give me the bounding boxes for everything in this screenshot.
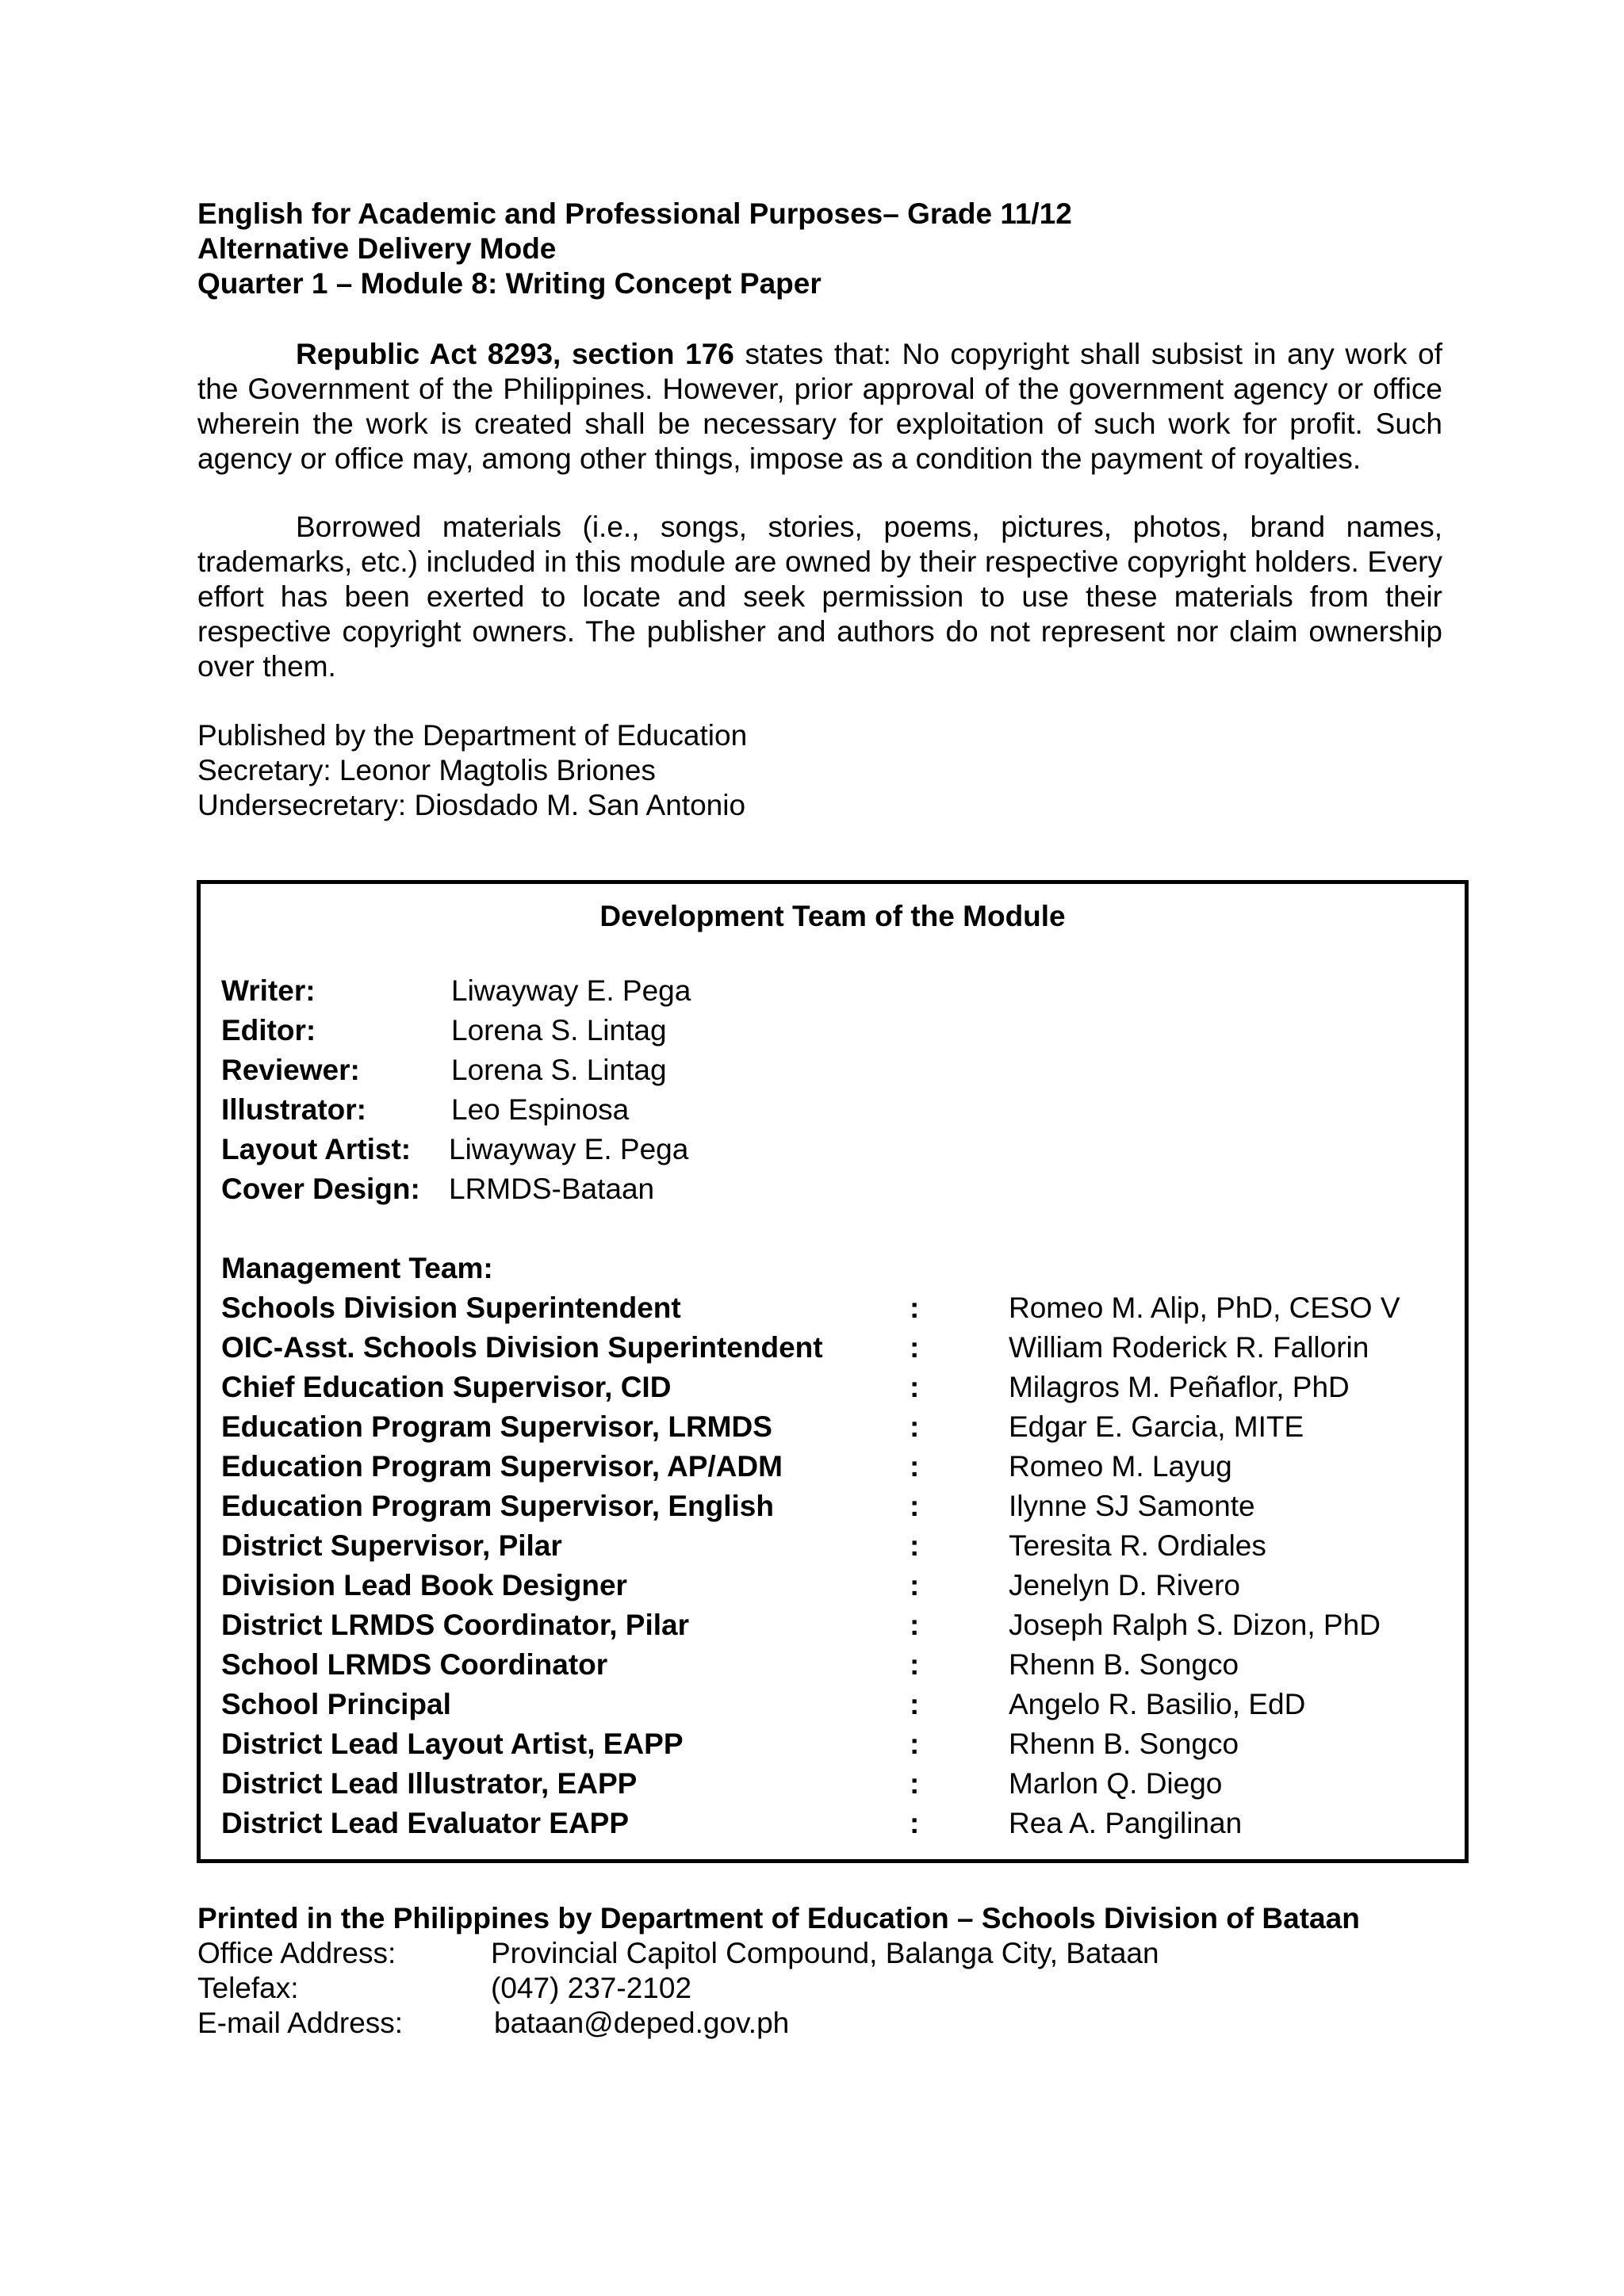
colon-separator: :	[910, 1450, 920, 1483]
colon-separator: :	[910, 1807, 920, 1839]
management-role: District Lead Layout Artist, EAPP	[221, 1728, 684, 1760]
colon-separator: :	[910, 1609, 920, 1641]
undersecretary-line: Undersecretary: Diosdado M. San Antonio	[197, 789, 746, 821]
management-role: District Lead Illustrator, EAPP	[221, 1767, 638, 1800]
delivery-mode: Alternative Delivery Mode	[197, 232, 557, 265]
dev-name: LRMDS-Bataan	[449, 1173, 655, 1205]
colon-separator: :	[910, 1410, 920, 1443]
telefax-label: Telefax:	[197, 1972, 299, 2004]
management-name: William Roderick R. Fallorin	[1009, 1331, 1369, 1364]
colon-separator: :	[910, 1331, 920, 1364]
dev-role: Cover Design:	[221, 1173, 420, 1205]
printed-by-line: Printed in the Philippines by Department of Education – Schools Division of Bataan	[197, 1902, 1360, 1934]
email-label: E-mail Address:	[197, 2007, 404, 2039]
management-name: Joseph Ralph S. Dizon, PhD	[1009, 1609, 1381, 1641]
management-role: District Supervisor, Pilar	[221, 1529, 562, 1562]
management-name: Angelo R. Basilio, EdD	[1009, 1688, 1306, 1720]
management-team-title: Management Team:	[221, 1252, 493, 1284]
management-name: Romeo M. Layug	[1009, 1450, 1232, 1483]
management-role: Education Program Supervisor, LRMDS	[221, 1410, 772, 1443]
telefax-value: (047) 237-2102	[491, 1972, 692, 2004]
management-role: Chief Education Supervisor, CID	[221, 1371, 672, 1403]
dev-role: Illustrator:	[221, 1093, 366, 1126]
colon-separator: :	[910, 1648, 920, 1681]
copyright-text: states that: No copyright shall subsist in any work of the Government of the Philippines. However, prior approval of the government agency or office wherein the work is created shall be necessary for exploitation of such work for profit. Such agency or office may, among other things, impose as a condition the payment of royalties.	[197, 338, 1442, 475]
management-name: Rhenn B. Songco	[1009, 1728, 1239, 1760]
dev-name: Liwayway E. Pega	[449, 1133, 689, 1165]
management-name: Rhenn B. Songco	[1009, 1648, 1239, 1681]
dev-role: Writer:	[221, 974, 316, 1007]
management-role: School LRMDS Coordinator	[221, 1648, 608, 1681]
management-role: District Lead Evaluator EAPP	[221, 1807, 630, 1839]
colon-separator: :	[910, 1688, 920, 1720]
management-role: Education Program Supervisor, AP/ADM	[221, 1450, 783, 1483]
management-role: Education Program Supervisor, English	[221, 1490, 774, 1522]
colon-separator: :	[910, 1529, 920, 1562]
colon-separator: :	[910, 1371, 920, 1403]
module-subtitle: Quarter 1 – Module 8: Writing Concept Paper	[197, 267, 822, 300]
dev-name: Lorena S. Lintag	[451, 1054, 667, 1086]
colon-separator: :	[910, 1728, 920, 1760]
management-role: School Principal	[221, 1688, 451, 1720]
management-name: Milagros M. Peñaflor, PhD	[1009, 1371, 1350, 1403]
management-role: OIC-Asst. Schools Division Superintendent	[221, 1331, 823, 1364]
copyright-paragraph	[197, 337, 1442, 476]
management-role: District LRMDS Coordinator, Pilar	[221, 1609, 690, 1641]
management-role: Division Lead Book Designer	[221, 1569, 627, 1601]
management-name: Rea A. Pangilinan	[1009, 1807, 1243, 1839]
dev-role: Editor:	[221, 1014, 316, 1047]
secretary-line: Secretary: Leonor Magtolis Briones	[197, 754, 656, 786]
dev-name: Liwayway E. Pega	[451, 974, 691, 1007]
dev-role: Reviewer:	[221, 1054, 360, 1086]
management-name: Marlon Q. Diego	[1009, 1767, 1223, 1800]
management-name: Teresita R. Ordiales	[1009, 1529, 1266, 1562]
module-title: English for Academic and Professional Purposes– Grade 11/12	[197, 197, 1072, 230]
borrowed-materials-paragraph: Borrowed materials (i.e., songs, stories, poems, pictures, photos, brand names, trademarks, etc.) included in this module are owned by their respective copyright holders. Every effort has been exerted to locate and seek permission to use these materials from their respective copyright owners. The publisher and authors do not represent nor claim ownership over them.	[197, 511, 1442, 683]
office-address-value: Provincial Capitol Compound, Balanga City, Bataan	[491, 1937, 1159, 1969]
dev-name: Lorena S. Lintag	[451, 1014, 667, 1047]
colon-separator: :	[910, 1569, 920, 1601]
management-name: Romeo M. Alip, PhD, CESO V	[1009, 1292, 1400, 1324]
development-team-box	[197, 880, 1469, 1863]
development-team-title: Development Team of the Module	[599, 900, 1066, 932]
management-name: Ilynne SJ Samonte	[1009, 1490, 1255, 1522]
dev-role: Layout Artist:	[221, 1133, 412, 1165]
dev-name: Leo Espinosa	[451, 1093, 630, 1126]
colon-separator: :	[910, 1490, 920, 1522]
colon-separator: :	[910, 1292, 920, 1324]
management-name: Jenelyn D. Rivero	[1009, 1569, 1241, 1601]
email-value[interactable]: bataan@deped.gov.ph	[494, 2007, 790, 2039]
management-role: Schools Division Superintendent	[221, 1292, 681, 1324]
management-name: Edgar E. Garcia, MITE	[1009, 1410, 1304, 1443]
republic-act-reference: Republic Act 8293, section 176	[296, 338, 734, 370]
colon-separator: :	[910, 1767, 920, 1800]
publisher-line: Published by the Department of Education	[197, 719, 748, 752]
office-address-label: Office Address:	[197, 1937, 396, 1969]
